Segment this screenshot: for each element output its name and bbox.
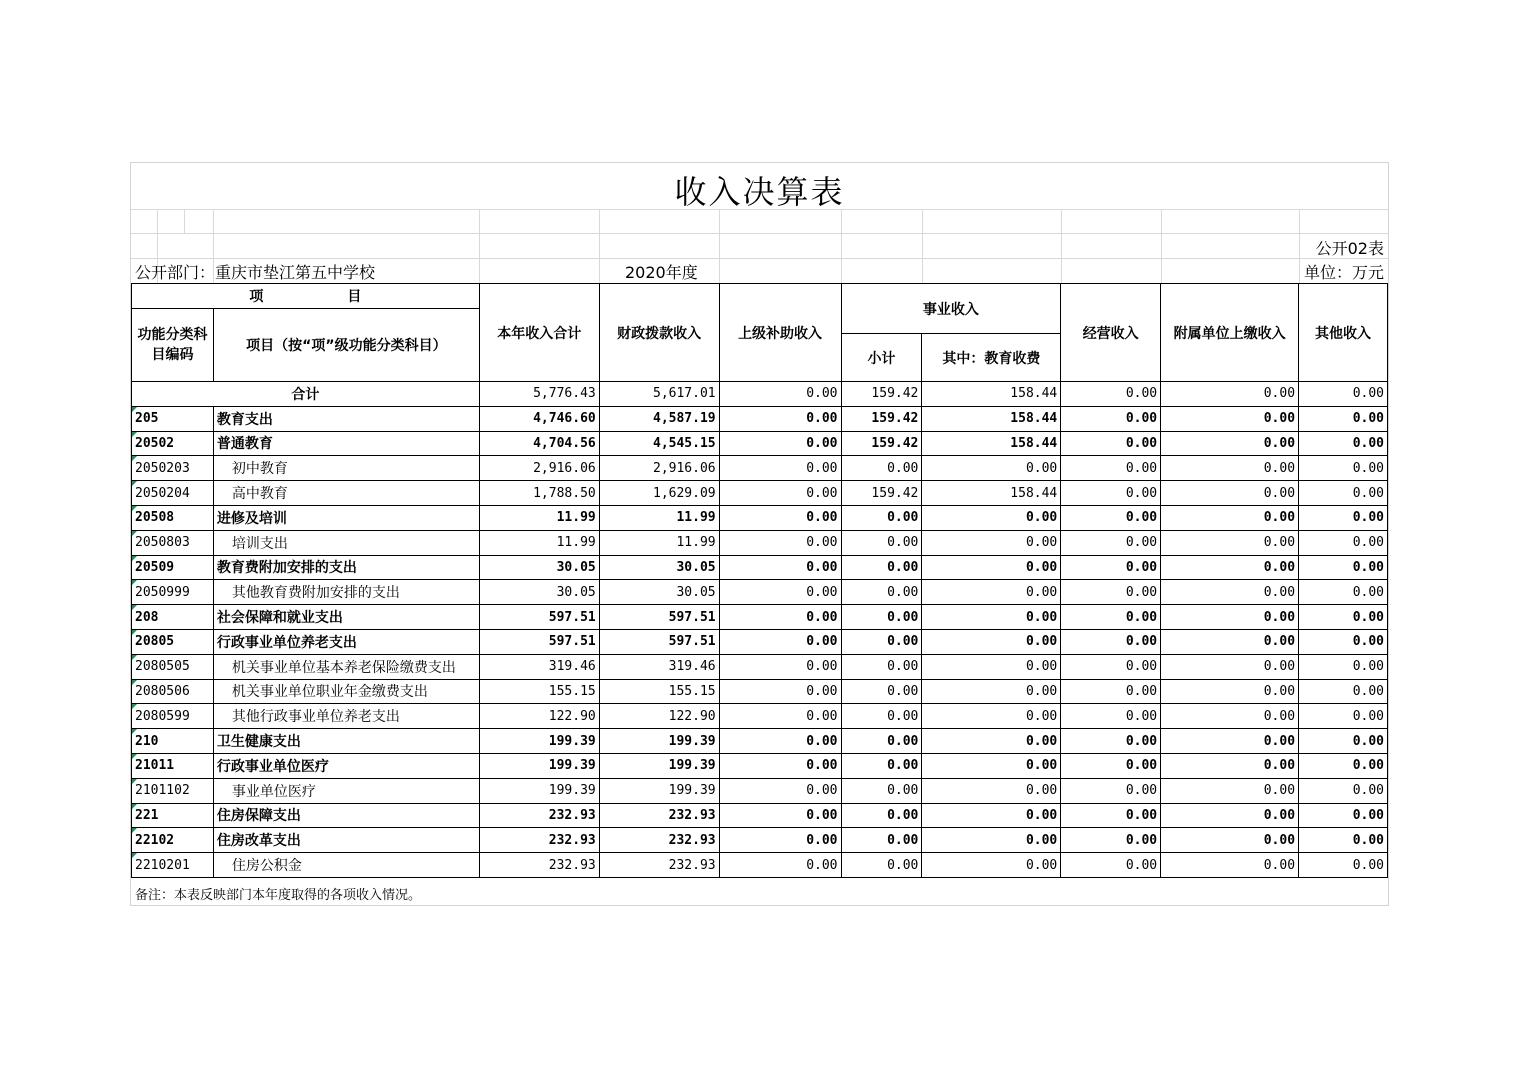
row-value: 232.93: [479, 853, 599, 878]
table-row: [132, 654, 1388, 679]
row-value: 1,788.50: [479, 481, 599, 506]
row-value: 597.51: [479, 605, 599, 630]
row-value: 0.00: [841, 555, 922, 580]
row-value: 232.93: [599, 853, 719, 878]
row-value: 232.93: [599, 803, 719, 828]
row-value: 155.15: [479, 679, 599, 704]
header-total: 本年收入合计: [479, 284, 599, 382]
row-value: 0.00: [922, 555, 1061, 580]
row-value: 0.00: [719, 530, 841, 555]
row-value: 0.00: [1061, 654, 1161, 679]
table-row: [132, 530, 1388, 555]
row-name: 卫生健康支出: [213, 729, 479, 754]
row-value: 0.00: [719, 778, 841, 803]
row-value: 0.00: [719, 679, 841, 704]
row-value: 0.00: [1299, 803, 1388, 828]
row-value: 4,746.60: [479, 406, 599, 431]
row-value: 0.00: [1299, 853, 1388, 878]
total-cell: 5,617.01: [599, 382, 719, 407]
header-business-group: 事业收入: [841, 284, 1061, 334]
row-name: 行政事业单位养老支出: [213, 629, 479, 654]
table-row: [132, 481, 1388, 506]
total-label: 合计: [132, 382, 480, 407]
row-value: 11.99: [479, 505, 599, 530]
row-value: 0.00: [1161, 530, 1299, 555]
table-row: [132, 778, 1388, 803]
table-row: [132, 456, 1388, 481]
row-value: 0.00: [1161, 679, 1299, 704]
row-value: 232.93: [479, 803, 599, 828]
row-value: 0.00: [1161, 629, 1299, 654]
row-value: 0.00: [1061, 481, 1161, 506]
row-value: 0.00: [719, 481, 841, 506]
row-value: 0.00: [719, 629, 841, 654]
row-value: 0.00: [841, 778, 922, 803]
row-value: 0.00: [922, 778, 1061, 803]
table-row: [132, 828, 1388, 853]
row-value: 0.00: [1061, 456, 1161, 481]
header-superior: 上级补助收入: [719, 284, 841, 382]
table-row: [132, 853, 1388, 878]
row-value: 0.00: [719, 654, 841, 679]
row-value: 1,629.09: [599, 481, 719, 506]
row-value: 0.00: [1061, 679, 1161, 704]
row-name: 机关事业单位基本养老保险缴费支出: [213, 654, 479, 679]
row-value: 0.00: [1299, 654, 1388, 679]
row-code: 2080506: [132, 679, 214, 704]
row-value: 11.99: [599, 530, 719, 555]
row-code: 20509: [132, 555, 214, 580]
row-code: 2050203: [132, 456, 214, 481]
table-row: [132, 629, 1388, 654]
row-code: 21011: [132, 753, 214, 778]
page-title: 收入决算表: [674, 173, 845, 211]
row-value: 0.00: [1061, 853, 1161, 878]
row-value: 0.00: [1299, 505, 1388, 530]
row-value: 0.00: [1061, 530, 1161, 555]
row-code: 221: [132, 803, 214, 828]
row-value: 0.00: [841, 753, 922, 778]
row-value: 159.42: [841, 406, 922, 431]
row-value: 0.00: [1161, 580, 1299, 605]
row-value: 0.00: [719, 853, 841, 878]
table-body: [132, 382, 1388, 878]
row-value: 0.00: [922, 729, 1061, 754]
row-code: 20502: [132, 431, 214, 456]
row-value: 0.00: [922, 456, 1061, 481]
row-value: 0.00: [1161, 605, 1299, 630]
income-table-container: [131, 283, 1388, 878]
row-value: 0.00: [719, 456, 841, 481]
row-value: 0.00: [1161, 753, 1299, 778]
footnote: 备注：本表反映部门本年度取得的各项收入情况。: [135, 888, 422, 903]
row-value: 0.00: [1061, 778, 1161, 803]
row-code: 2080599: [132, 704, 214, 729]
row-code: 2050803: [132, 530, 214, 555]
header-edu-fee: 其中：教育收费: [922, 334, 1061, 382]
row-value: 0.00: [1061, 605, 1161, 630]
row-code: 20805: [132, 629, 214, 654]
row-value: 0.00: [922, 605, 1061, 630]
total-cell: 159.42: [841, 382, 922, 407]
row-value: 0.00: [1161, 505, 1299, 530]
total-cell: 158.44: [922, 382, 1061, 407]
row-value: 0.00: [841, 605, 922, 630]
row-value: 0.00: [841, 803, 922, 828]
gridline: [479, 209, 480, 283]
row-value: 597.51: [599, 605, 719, 630]
row-value: 159.42: [841, 431, 922, 456]
row-value: 0.00: [1161, 704, 1299, 729]
gridline: [1161, 209, 1162, 283]
row-value: 158.44: [922, 431, 1061, 456]
row-name: 教育支出: [213, 406, 479, 431]
row-name: 住房公积金: [213, 853, 479, 878]
row-value: 0.00: [841, 530, 922, 555]
row-value: 0.00: [719, 406, 841, 431]
row-value: 0.00: [1299, 605, 1388, 630]
gridline: [719, 209, 720, 283]
row-value: 0.00: [719, 753, 841, 778]
row-value: 0.00: [841, 505, 922, 530]
row-value: 199.39: [599, 753, 719, 778]
row-value: 232.93: [479, 828, 599, 853]
table-row: [132, 555, 1388, 580]
row-value: 0.00: [719, 431, 841, 456]
header-operating: 经营收入: [1061, 284, 1161, 382]
row-value: 0.00: [1299, 431, 1388, 456]
row-value: 0.00: [1299, 753, 1388, 778]
row-value: 122.90: [479, 704, 599, 729]
row-code: 205: [132, 406, 214, 431]
row-value: 0.00: [1161, 803, 1299, 828]
row-name: 普通教育: [213, 431, 479, 456]
row-name: 其他行政事业单位养老支出: [213, 704, 479, 729]
row-name: 进修及培训: [213, 505, 479, 530]
row-code: 2050204: [132, 481, 214, 506]
row-value: 0.00: [1299, 555, 1388, 580]
header-item-group: 项 目: [132, 284, 480, 309]
table-row: [132, 406, 1388, 431]
row-value: 0.00: [1299, 704, 1388, 729]
gridline: [1299, 209, 1300, 283]
row-name: 事业单位医疗: [213, 778, 479, 803]
row-value: 199.39: [599, 778, 719, 803]
row-value: 0.00: [1161, 828, 1299, 853]
row-value: 4,587.19: [599, 406, 719, 431]
table-header: [132, 284, 1388, 382]
row-value: 4,704.56: [479, 431, 599, 456]
row-value: 0.00: [841, 828, 922, 853]
form-number: 公开02表: [1315, 239, 1384, 258]
row-value: 0.00: [841, 679, 922, 704]
row-value: 0.00: [1061, 803, 1161, 828]
row-value: 0.00: [1299, 530, 1388, 555]
row-code: 210: [132, 729, 214, 754]
row-value: 0.00: [1161, 853, 1299, 878]
gridline: [922, 209, 923, 283]
row-value: 0.00: [841, 704, 922, 729]
table-row: [132, 580, 1388, 605]
row-code: 20508: [132, 505, 214, 530]
row-value: 0.00: [1061, 729, 1161, 754]
row-value: 0.00: [1161, 654, 1299, 679]
row-value: 0.00: [1161, 729, 1299, 754]
row-value: 0.00: [1161, 456, 1299, 481]
table-row: [132, 605, 1388, 630]
row-name: 培训支出: [213, 530, 479, 555]
row-name: 教育费附加安排的支出: [213, 555, 479, 580]
row-value: 0.00: [1061, 580, 1161, 605]
row-value: 0.00: [719, 605, 841, 630]
table-row: [132, 505, 1388, 530]
header-name: 项目（按“项”级功能分类科目）: [213, 309, 479, 382]
row-value: 2,916.06: [479, 456, 599, 481]
row-value: 0.00: [1299, 828, 1388, 853]
row-value: 0.00: [922, 704, 1061, 729]
row-value: 0.00: [719, 828, 841, 853]
row-value: 319.46: [599, 654, 719, 679]
spreadsheet-page: [130, 162, 1389, 906]
row-value: 0.00: [1299, 580, 1388, 605]
gridline: [841, 209, 842, 283]
row-value: 199.39: [479, 778, 599, 803]
row-value: 0.00: [1061, 431, 1161, 456]
row-value: 0.00: [922, 679, 1061, 704]
fiscal-year: 2020年度: [625, 263, 698, 282]
row-value: 158.44: [922, 481, 1061, 506]
row-value: 4,545.15: [599, 431, 719, 456]
header-affiliated: 附属单位上缴收入: [1161, 284, 1299, 382]
row-value: 597.51: [479, 629, 599, 654]
total-cell: 5,776.43: [479, 382, 599, 407]
row-value: 0.00: [922, 654, 1061, 679]
row-value: 0.00: [1299, 456, 1388, 481]
row-value: 11.99: [599, 505, 719, 530]
row-value: 159.42: [841, 481, 922, 506]
row-value: 0.00: [841, 456, 922, 481]
row-value: 158.44: [922, 406, 1061, 431]
row-value: 0.00: [1299, 778, 1388, 803]
row-value: 0.00: [841, 729, 922, 754]
row-value: 0.00: [719, 555, 841, 580]
row-value: 0.00: [922, 580, 1061, 605]
row-value: 0.00: [719, 704, 841, 729]
row-code: 2210201: [132, 853, 214, 878]
row-value: 0.00: [1161, 431, 1299, 456]
total-row: [132, 382, 1388, 407]
table-row: [132, 704, 1388, 729]
row-name: 其他教育费附加安排的支出: [213, 580, 479, 605]
total-cell: 0.00: [719, 382, 841, 407]
row-value: 0.00: [1161, 481, 1299, 506]
row-value: 0.00: [922, 530, 1061, 555]
row-name: 社会保障和就业支出: [213, 605, 479, 630]
total-cell: 0.00: [1161, 382, 1299, 407]
row-value: 0.00: [1061, 555, 1161, 580]
department-label: 公开部门：重庆市垫江第五中学校: [135, 263, 376, 282]
row-name: 住房保障支出: [213, 803, 479, 828]
row-value: 0.00: [1061, 406, 1161, 431]
row-value: 0.00: [841, 629, 922, 654]
row-value: 319.46: [479, 654, 599, 679]
gridline: [131, 258, 1388, 259]
row-value: 0.00: [719, 803, 841, 828]
row-code: 2101102: [132, 778, 214, 803]
row-value: 232.93: [599, 828, 719, 853]
row-name: 住房改革支出: [213, 828, 479, 853]
header-code: 功能分类科目编码: [132, 309, 214, 382]
row-value: 0.00: [1161, 778, 1299, 803]
row-value: 199.39: [479, 729, 599, 754]
table-row: [132, 729, 1388, 754]
table-row: [132, 431, 1388, 456]
row-value: 2,916.06: [599, 456, 719, 481]
row-code: 2050999: [132, 580, 214, 605]
gridline: [599, 209, 600, 283]
row-value: 199.39: [599, 729, 719, 754]
row-value: 30.05: [599, 555, 719, 580]
row-value: 0.00: [719, 729, 841, 754]
row-value: 199.39: [479, 753, 599, 778]
row-value: 0.00: [1061, 753, 1161, 778]
row-name: 高中教育: [213, 481, 479, 506]
row-value: 0.00: [841, 853, 922, 878]
table-row: [132, 679, 1388, 704]
row-value: 0.00: [719, 580, 841, 605]
row-code: 208: [132, 605, 214, 630]
row-value: 0.00: [1299, 481, 1388, 506]
row-value: 30.05: [479, 580, 599, 605]
row-name: 机关事业单位职业年金缴费支出: [213, 679, 479, 704]
row-value: 11.99: [479, 530, 599, 555]
row-value: 0.00: [841, 580, 922, 605]
row-value: 0.00: [922, 803, 1061, 828]
row-value: 0.00: [922, 505, 1061, 530]
income-table: [131, 283, 1388, 878]
row-value: 155.15: [599, 679, 719, 704]
total-cell: 0.00: [1061, 382, 1161, 407]
row-value: 0.00: [1299, 729, 1388, 754]
row-value: 0.00: [922, 753, 1061, 778]
row-code: 2080505: [132, 654, 214, 679]
row-value: 0.00: [922, 828, 1061, 853]
row-value: 0.00: [841, 654, 922, 679]
table-row: [132, 753, 1388, 778]
header-other: 其他收入: [1299, 284, 1388, 382]
row-value: 0.00: [1161, 406, 1299, 431]
total-cell: 0.00: [1299, 382, 1388, 407]
row-value: 0.00: [922, 629, 1061, 654]
unit-label: 单位：万元: [1303, 263, 1384, 282]
row-value: 0.00: [1161, 555, 1299, 580]
row-value: 30.05: [599, 580, 719, 605]
gridline: [1061, 209, 1062, 283]
row-value: 0.00: [719, 505, 841, 530]
row-value: 122.90: [599, 704, 719, 729]
row-value: 30.05: [479, 555, 599, 580]
row-name: 初中教育: [213, 456, 479, 481]
gridline: [131, 233, 1388, 234]
row-value: 597.51: [599, 629, 719, 654]
row-name: 行政事业单位医疗: [213, 753, 479, 778]
table-row: [132, 803, 1388, 828]
header-subtotal: 小计: [841, 334, 922, 382]
header-fiscal: 财政拨款收入: [599, 284, 719, 382]
row-value: 0.00: [922, 853, 1061, 878]
row-value: 0.00: [1061, 629, 1161, 654]
row-value: 0.00: [1061, 704, 1161, 729]
row-value: 0.00: [1299, 679, 1388, 704]
row-value: 0.00: [1061, 828, 1161, 853]
row-value: 0.00: [1299, 406, 1388, 431]
row-value: 0.00: [1061, 505, 1161, 530]
row-code: 22102: [132, 828, 214, 853]
row-value: 0.00: [1299, 629, 1388, 654]
